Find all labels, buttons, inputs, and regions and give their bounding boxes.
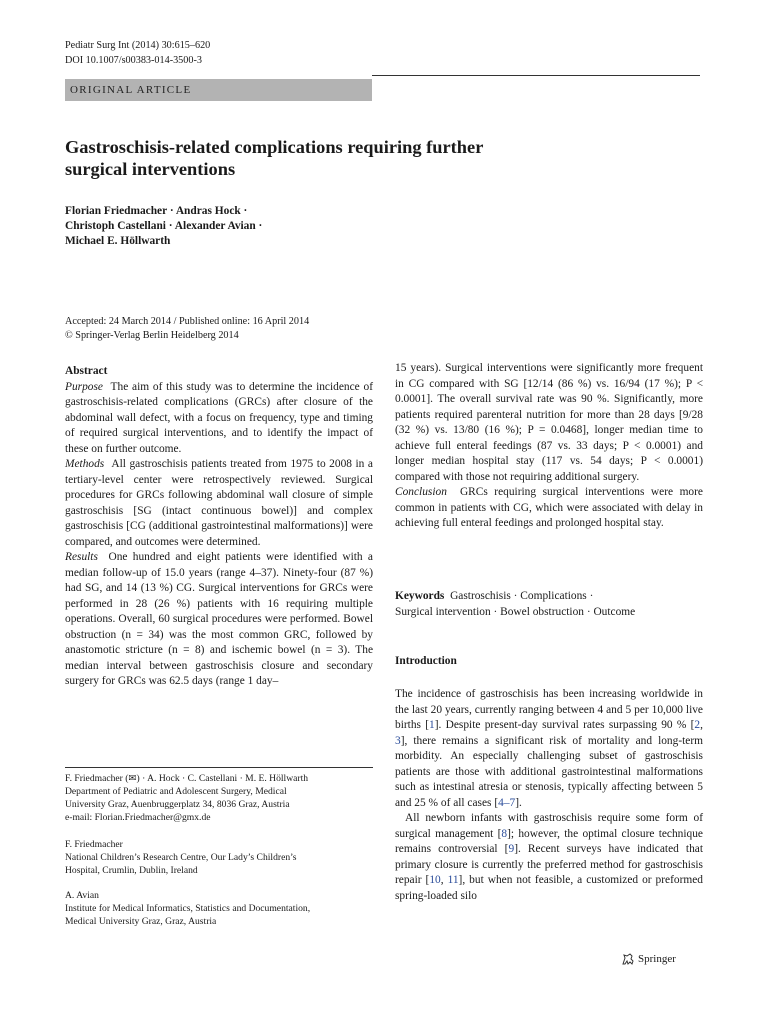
footnote-rule [65,767,373,768]
citation-link[interactable]: 3 [395,734,401,747]
intro-paragraph-2 [395,811,703,904]
affiliation-footnote-2 [65,838,385,877]
copyright: © Springer-Verlag Berlin Heidelberg 2014 [65,330,239,341]
conclusion-text: GRCs requiring surgical interventions were more common in patients with CG, which were associated with delay in achieving full enteral feedings and prolonged hospital stay. [395,486,703,529]
citation-link[interactable]: 9 [508,843,515,855]
keywords [395,589,703,620]
purpose-label: Purpose [65,380,103,393]
author-email[interactable]: e-mail: Florian.Friedmacher@gmx.de [65,812,211,823]
author-list [65,204,465,249]
publisher-mark [621,951,676,967]
text-run: ]. Despite present-day survival rates surpassing 90 % [ [434,719,695,731]
text-run: , [700,719,703,731]
text-run: ]. Recent surveys have indicated that primary closure is currently the preferred method for gastroschisis repair [ [395,843,703,886]
results-label: Results [65,551,98,563]
footnote-line: Hospital, Crumlin, Dublin, Ireland [65,865,198,876]
keywords-line: Gastroschisis · Complications · [450,590,594,602]
footnote-line: Department of Pediatric and Adolescent Surgery, Medical [65,786,287,797]
results-text: One hundred and eight patients were identified with a median follow-up of 15.0 years (range 4–37). Ninety-four (87 %) had SG, and 14 (13 %) CG. Surgical interventions for GRCs were performed in 28 (26 %) patients with 16 requiring multiple operations. Overall, 60 surgical procedures were performed. Bowel obstruction (n = 34) was the most common GRC, followed by anastomotic stricture (n = 8) and ischemic bowel (n = 3). The median interval between gastroschisis closure and secondary surgery for GRCs was 62.5 days (range 1 day– [65,551,373,687]
article-title [65,136,585,180]
methods-text: All gastroschisis patients treated from 1975 to 2008 in a tertiary-level center were retrospectively reviewed. Surgical procedures for GRCs following abdominal wall closure of simple gastroschisis [SG (intact continuous bowel)] and complex gastroschisis [CG (additional gastrointestinal malformations)] were compared, and outcomes were determined. [65,458,373,548]
footnote-line: F. Friedmacher (✉) · A. Hock · C. Castellani · M. E. Höllwarth [65,773,309,784]
methods-label: Methods [65,458,105,470]
results-continued: 15 years). Surgical interventions were significantly more frequent in CG compared with SG [12/14 (86 %) vs. 16/94 (17 %); P < 0.0001]. The overall survival rate was 90 %. Significantly, more patients required parenteral nutrition for more than 28 days [9/28 (32 %) vs. 13/80 (16 %); P = 0.0468], longer median time to achieve full enteral feedings (87 vs. 33 days; P < 0.0001) and longer median hospital stay (117 vs. 54 days; P < 0.0001) compared with those not requiring additional surgery. [395,362,703,483]
text-run: The incidence of gastroschisis has been increasing worldwide in the last 20 years, currently ranging between 4 and 5 per 10,000 live births [ [395,688,703,731]
citation-link[interactable]: 11 [447,874,459,886]
abstract-heading: Abstract [65,365,108,377]
affiliation-footnote-1 [65,772,385,824]
footnote-line: A. Avian [65,890,99,901]
abstract-conclusion [395,485,703,532]
abstract-left-column [65,364,373,690]
footnote-line: National Children’s Research Centre, Our Lady’s Children’s [65,852,297,863]
author-line: Florian Friedmacher · Andras Hock · [65,205,248,217]
publication-meta [65,315,309,343]
publisher-name: Springer [638,953,676,965]
text-run: ], but when not feasible, a customized or preformed spring-loaded silo [395,874,703,902]
introduction-body [395,687,703,904]
footnote-line: Medical University Graz, Graz, Austria [65,916,217,927]
conclusion-label: Conclusion [395,486,447,498]
journal-citation: Pediatr Surg Int (2014) 30:615–620 [65,40,211,51]
abstract-methods [65,457,373,550]
abstract-right-column [395,361,703,532]
text-run: ], there remains a significant risk of mortality and long-term morbidity. An especially challenging subset of gastroschisis patients are those with additional gastrointestinal malformations such as intestinal atresia or stenosis, typically affecting between 5 and 25 % of all cases [ [395,734,703,809]
keywords-label: Keywords [395,590,445,602]
article-type-banner: ORIGINAL ARTICLE [65,79,372,101]
footnote-line: Institute for Medical Informatics, Statistics and Documentation, [65,903,311,914]
citation-link[interactable]: 2 [694,719,701,731]
citation-link[interactable]: 1 [429,719,435,731]
citation-link[interactable]: 4–7 [498,796,516,809]
footnote-line: University Graz, Auenbruggerplatz 34, 8036 Graz, Austria [65,799,290,810]
author-line: Michael E. Höllwarth [65,235,171,247]
introduction-heading: Introduction [395,655,457,667]
purpose-text: The aim of this study was to determine the incidence of gastroschisis-related complications (GRCs) after closure of the abdominal wall defect, with a focus on frequency, type and timing of required surgical interventions, and to identify the impact of these on further outcome. [65,380,373,455]
footnote-line: F. Friedmacher [65,839,123,850]
affiliation-footnote-3 [65,889,385,928]
title-line: surgical interventions [65,159,236,179]
citation-link[interactable]: 8 [501,827,508,840]
abstract-purpose [65,380,373,458]
doi: DOI 10.1007/s00383-014-3500-3 [65,55,202,66]
keywords-line: Surgical intervention · Bowel obstruction · Outcome [395,605,636,618]
springer-horse-icon [621,952,635,966]
text-run: ]. [515,796,522,809]
text-run: , [440,874,448,886]
text-run: ]; however, the optimal closure technique remains controversial [ [395,827,703,855]
publication-dates: Accepted: 24 March 2014 / Published online: 16 April 2014 [65,316,310,327]
citation-link[interactable]: 10 [429,874,441,886]
author-line: Christoph Castellani · Alexander Avian · [65,220,263,232]
abstract-results [65,550,373,690]
header-rule [372,75,700,76]
text-run: All newborn infants with gastroschisis require some form of surgical management [ [395,812,703,840]
intro-paragraph-1 [395,687,703,811]
title-line: Gastroschisis-related complications requiring further [65,137,484,157]
